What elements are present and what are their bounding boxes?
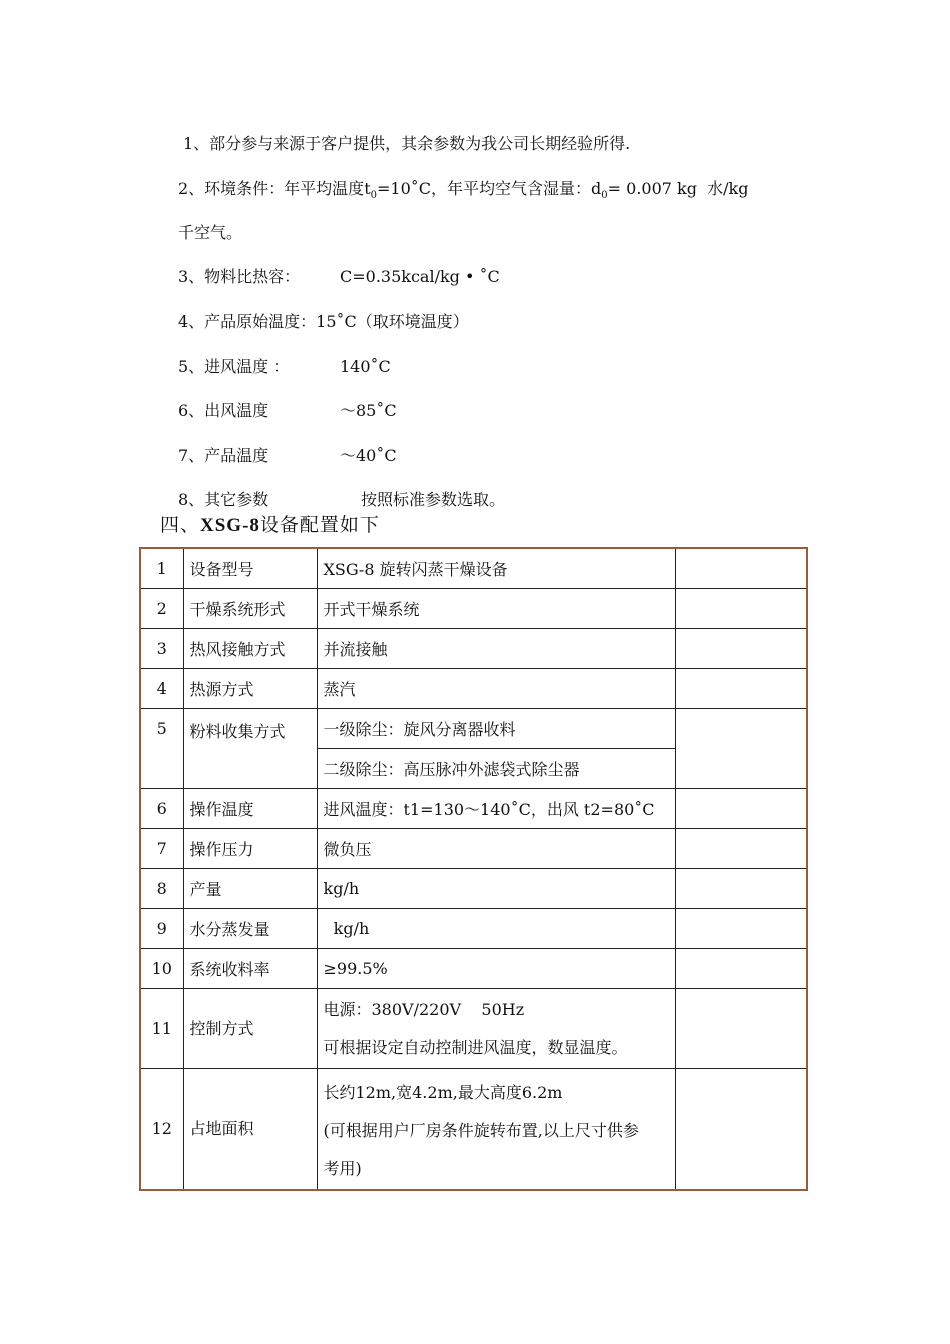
row-item: 占地面积 [183, 1069, 317, 1191]
row-item: 干燥系统形式 [183, 589, 317, 629]
row-value-multiline [317, 1069, 675, 1191]
table-row [140, 989, 807, 1069]
row-item: 操作温度 [183, 789, 317, 829]
spec-table [139, 547, 808, 1191]
row-value-2: 二级除尘：高压脉冲外滤袋式除尘器 [317, 749, 675, 789]
d0-symbol: d [591, 179, 602, 198]
value-line: 可根据设定自动控制进风温度，数显温度。 [323, 1037, 628, 1057]
row-item: 操作压力 [183, 829, 317, 869]
row-value: kg/h [317, 869, 675, 909]
note-2-label: 2、环境条件：年平均温度 [178, 179, 365, 198]
row-number: 7 [140, 829, 183, 869]
product-temp-value: ～40˚C [340, 446, 397, 465]
row-number: 6 [140, 789, 183, 829]
row-remark [675, 589, 807, 629]
row-remark [675, 989, 807, 1069]
d0-subscript: 0 [601, 190, 608, 201]
t0-subscript: 0 [370, 190, 377, 201]
table-row [140, 709, 807, 749]
row-item: 控制方式 [183, 989, 317, 1069]
note-4: 4、产品原始温度：15˚C（取环境温度） [178, 312, 469, 331]
row-item: 热风接触方式 [183, 629, 317, 669]
note-6 [178, 401, 397, 421]
row-number: 5 [140, 709, 183, 789]
value-line: 考用) [323, 1159, 362, 1178]
note-7-label: 7、产品温度 [178, 446, 269, 465]
row-item: 粉料收集方式 [183, 709, 317, 789]
row-value: 开式干燥系统 [317, 589, 675, 629]
outlet-temp-value: ～85˚C [340, 401, 397, 420]
row-remark [675, 869, 807, 909]
note-2 [178, 179, 748, 206]
table-row [140, 669, 807, 709]
value-line: (可根据用户厂房条件旋转布置,以上尺寸供参 [323, 1121, 639, 1140]
table-row [140, 829, 807, 869]
row-remark [675, 709, 807, 789]
table-row [140, 869, 807, 909]
row-value: 进风温度：t1=130～140˚C，出风 t2=80˚C [317, 789, 675, 829]
heading-prefix: 四、 [160, 514, 201, 536]
row-number: 12 [140, 1069, 183, 1191]
t0-symbol: t [364, 179, 371, 198]
row-number: 10 [140, 949, 183, 989]
table-row [140, 629, 807, 669]
row-value: 并流接触 [317, 629, 675, 669]
t0-value: =10˚C，年平均空气含湿量： [377, 179, 592, 198]
row-value: XSG-8 旋转闪蒸干燥设备 [317, 548, 675, 589]
d0-value: = 0.007 kg 水/kg [607, 179, 749, 198]
row-number: 8 [140, 869, 183, 909]
table-row [140, 789, 807, 829]
row-value: ≥99.5% [317, 949, 675, 989]
note-2-cont: 千空气。 [178, 223, 243, 242]
row-value: 一级除尘：旋风分离器收料 [317, 709, 675, 749]
row-remark [675, 629, 807, 669]
note-7 [178, 446, 397, 466]
row-number: 3 [140, 629, 183, 669]
table-row [140, 548, 807, 589]
note-5 [178, 357, 391, 377]
row-value: kg/h [317, 909, 675, 949]
row-item: 热源方式 [183, 669, 317, 709]
table-row [140, 589, 807, 629]
value-line: 电源：380V/220V 50Hz [323, 999, 525, 1019]
heading-model: XSG-8 [200, 515, 260, 536]
row-remark [675, 548, 807, 589]
row-number: 1 [140, 548, 183, 589]
inlet-temp-value: 140˚C [340, 357, 391, 376]
table-row [140, 909, 807, 949]
heading-suffix: 设备配置如下 [259, 514, 380, 536]
row-remark [675, 909, 807, 949]
table-row [140, 1069, 807, 1191]
value-line: 长约12m,宽4.2m,最大高度6.2m [323, 1083, 563, 1102]
row-number: 9 [140, 909, 183, 949]
note-5-label: 5、进风温度 ： [178, 357, 290, 376]
table-row [140, 949, 807, 989]
row-value: 蒸汽 [317, 669, 675, 709]
row-value-multiline [317, 989, 675, 1069]
row-item: 系统收料率 [183, 949, 317, 989]
note-6-label: 6、出风温度 [178, 401, 269, 420]
note-3 [178, 267, 500, 287]
row-number: 11 [140, 989, 183, 1069]
row-remark [675, 949, 807, 989]
row-value: 微负压 [317, 829, 675, 869]
note-8 [178, 490, 505, 510]
note-3-label: 3、物料比热容： [178, 267, 301, 286]
row-remark [675, 789, 807, 829]
row-number: 2 [140, 589, 183, 629]
row-item: 设备型号 [183, 548, 317, 589]
row-remark [675, 1069, 807, 1191]
row-item: 产量 [183, 869, 317, 909]
other-params-value: 按照标准参数选取。 [361, 490, 506, 509]
note-1: 1、部分参与来源于客户提供，其余参数为我公司长期经验所得. [183, 134, 631, 153]
row-item: 水分蒸发量 [183, 909, 317, 949]
row-number: 4 [140, 669, 183, 709]
section-heading [160, 513, 380, 538]
heat-capacity-value: C=0.35kcal/kg • ˚C [340, 267, 500, 286]
row-remark [675, 669, 807, 709]
row-remark [675, 829, 807, 869]
note-8-label: 8、其它参数 [178, 490, 269, 509]
